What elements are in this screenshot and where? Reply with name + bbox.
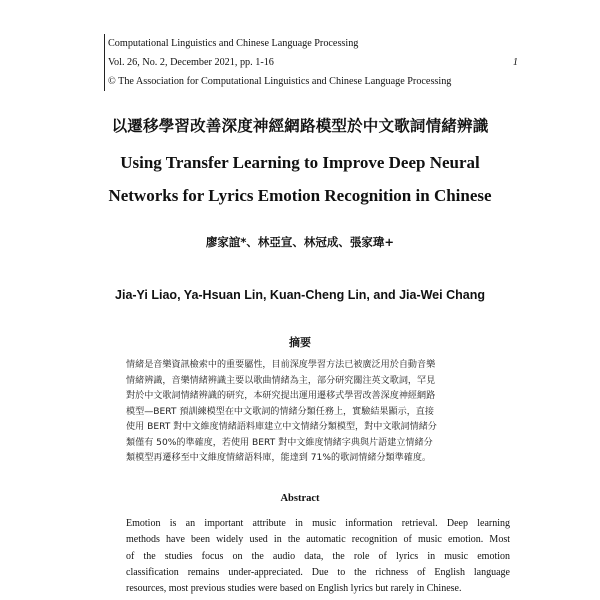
abstract-line: 類模型再遷移至中文維度情緒語料庫，能達到 71%的歌詞情緒分類準確度。 — [126, 453, 432, 463]
abstract-line: of the studies focus on the audio data, the role of lyrics in music emotion — [126, 550, 510, 562]
abstract-line: 對於中文歌詞情緒辨識的研究，本研究提出運用遷移式學習改善深度神經網路 — [126, 391, 436, 401]
volume-info: Vol. 26, No. 2, December 2021, pp. 1-16 — [108, 57, 274, 68]
journal-name: Computational Linguistics and Chinese Language Processing — [108, 38, 359, 49]
title-chinese: 以遷移學習改善深度神經網路模型於中文歌詞情緒辨識 — [111, 117, 489, 135]
abstract-heading-chinese: 摘要 — [289, 336, 311, 349]
authors-chinese: 廖家誼*、林亞宣、林冠成、張家瑋+ — [205, 235, 395, 249]
abstract-line: 情緒是音樂資訊檢索中的重要屬性，目前深度學習方法已被廣泛用於自動音樂 — [126, 360, 436, 370]
title-english-line-1: Using Transfer Learning to Improve Deep Neural — [120, 153, 480, 172]
copyright-line: © The Association for Computational Linguistics and Chinese Language Processing — [108, 76, 452, 87]
abstract-chinese — [126, 358, 508, 467]
journal-header — [104, 34, 518, 91]
page-number: 1 — [512, 57, 518, 68]
title-english-line-2: Networks for Lyrics Emotion Recognition in Chinese — [108, 186, 492, 205]
abstract-line: Emotion is an important attribute in music information retrieval. Deep learning — [126, 518, 510, 529]
abstract-line: 模型—BERT 預訓練模型在中文歌詞的情緒分類任務上，實驗結果顯示，直接 — [126, 406, 434, 417]
authors-english: Jia-Yi Liao, Ya-Hsuan Lin, Kuan-Cheng Lin, and Jia-Wei Chang — [115, 288, 485, 302]
abstract-line: classification remains under-appreciated. Due to the richness of English language — [126, 566, 510, 578]
abstract-line: resources, most previous studies were based on English lyrics but rarely in Chinese. — [126, 583, 462, 595]
abstract-heading-english: Abstract — [280, 493, 320, 504]
abstract-line: 使用 BERT 對中文維度情緒語料庫建立中文情緒分類模型，對中文歌詞情緒分 — [126, 422, 437, 432]
abstract-line: methods have been widely used in the automatic recognition of music emotion. Most — [126, 534, 510, 546]
abstract-line: 情緒辨識，音樂情緒辨識主要以歌曲情緒為主，部分研究關注英文歌詞，罕見 — [126, 375, 436, 386]
abstract-line: 類僅有 50%的準確度，若使用 BERT 對中文維度情緒字典與片語建立情緒分 — [126, 437, 433, 448]
abstract-english — [126, 516, 510, 597]
